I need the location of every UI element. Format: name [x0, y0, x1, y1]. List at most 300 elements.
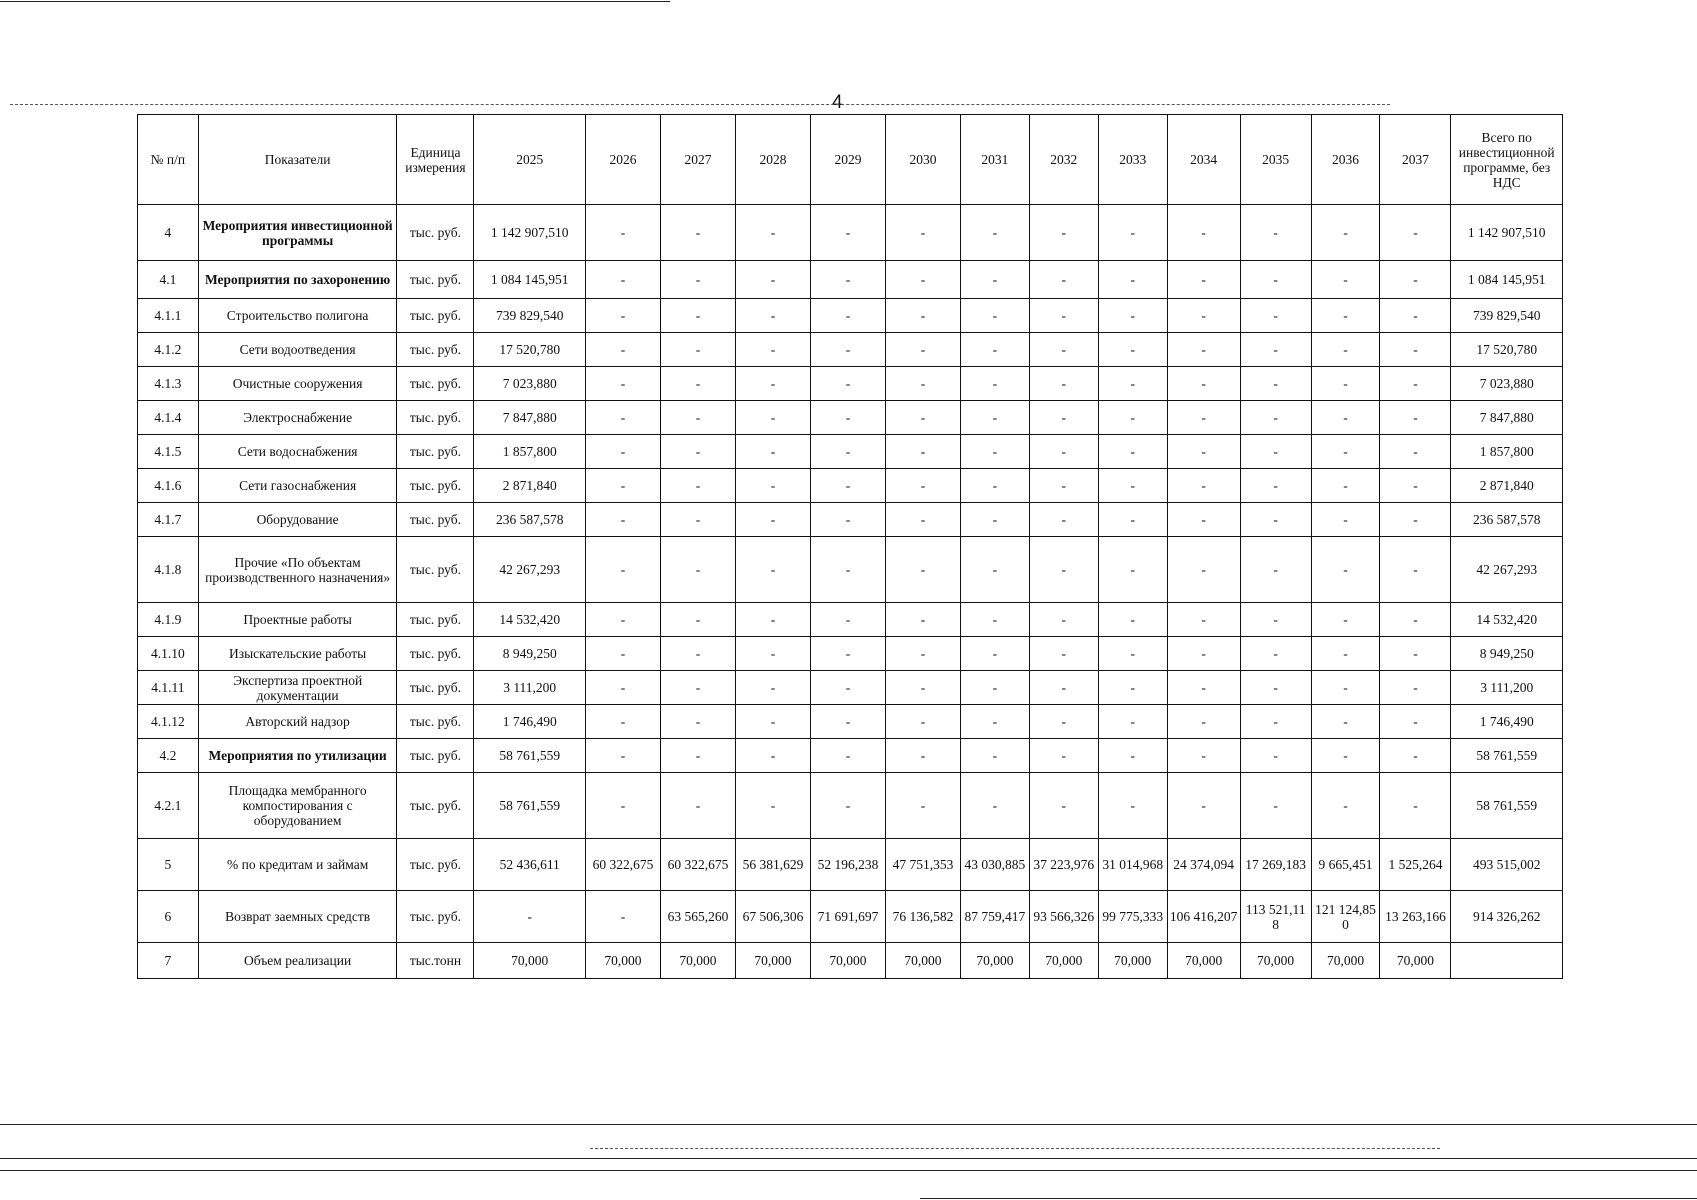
- year-value: -: [810, 503, 885, 537]
- year-value: -: [1380, 299, 1451, 333]
- row-number: 4.1.2: [138, 333, 199, 367]
- year-value: -: [1167, 333, 1240, 367]
- row-unit: тыс. руб.: [397, 435, 474, 469]
- year-value: -: [585, 469, 660, 503]
- year-value: -: [810, 299, 885, 333]
- header-num: № п/п: [138, 115, 199, 205]
- year-value: 67 506,306: [735, 891, 810, 943]
- year-value: -: [1098, 401, 1167, 435]
- header-year: 2037: [1380, 115, 1451, 205]
- year-value: -: [960, 299, 1029, 333]
- year-value: -: [660, 773, 735, 839]
- row-number: 4: [138, 205, 199, 261]
- year-value: -: [660, 739, 735, 773]
- row-total: 7 847,880: [1451, 401, 1563, 435]
- row-number: 4.1.11: [138, 671, 199, 705]
- row-number: 4.1.4: [138, 401, 199, 435]
- year-value: 76 136,582: [885, 891, 960, 943]
- year-value: -: [1029, 435, 1098, 469]
- row-name: Мероприятия по захоронению: [198, 261, 397, 299]
- year-value: -: [1240, 671, 1311, 705]
- year-value: -: [1098, 367, 1167, 401]
- year-value: 70,000: [1311, 943, 1380, 979]
- table-row: [138, 943, 1563, 979]
- row-unit: тыс. руб.: [397, 401, 474, 435]
- row-unit: тыс. руб.: [397, 603, 474, 637]
- year-value: -: [960, 705, 1029, 739]
- year-value: -: [735, 333, 810, 367]
- table-row: [138, 503, 1563, 537]
- year-value: -: [1311, 435, 1380, 469]
- year-value: -: [810, 333, 885, 367]
- top-dashed-rule: [10, 104, 1390, 105]
- year-value: -: [1240, 401, 1311, 435]
- year-value: -: [1240, 435, 1311, 469]
- year-value: -: [1029, 739, 1098, 773]
- year-value: -: [735, 637, 810, 671]
- header-year: 2032: [1029, 115, 1098, 205]
- year-value: -: [1380, 671, 1451, 705]
- year-value: 70,000: [885, 943, 960, 979]
- year-value: -: [1240, 367, 1311, 401]
- year-value: 37 223,976: [1029, 839, 1098, 891]
- row-number: 4.1.1: [138, 299, 199, 333]
- table-row: [138, 603, 1563, 637]
- year-value: -: [1167, 469, 1240, 503]
- year-value: -: [1167, 537, 1240, 603]
- year-value: -: [1098, 435, 1167, 469]
- year-value: 236 587,578: [474, 503, 585, 537]
- year-value: 58 761,559: [474, 739, 585, 773]
- year-value: -: [585, 603, 660, 637]
- year-value: -: [1380, 469, 1451, 503]
- row-unit: тыс. руб.: [397, 839, 474, 891]
- year-value: -: [1380, 773, 1451, 839]
- year-value: -: [1311, 537, 1380, 603]
- year-value: -: [885, 705, 960, 739]
- year-value: -: [885, 503, 960, 537]
- year-value: -: [1098, 671, 1167, 705]
- year-value: -: [1311, 333, 1380, 367]
- row-name: Прочие «По объектам производственного назначения»: [198, 537, 397, 603]
- table-row: [138, 367, 1563, 401]
- row-name: Экспертиза проектной документации: [198, 671, 397, 705]
- row-number: 4.1.5: [138, 435, 199, 469]
- row-number: 4.1: [138, 261, 199, 299]
- year-value: -: [1098, 299, 1167, 333]
- year-value: -: [1240, 739, 1311, 773]
- year-value: -: [660, 637, 735, 671]
- year-value: -: [1380, 333, 1451, 367]
- year-value: -: [1167, 435, 1240, 469]
- year-value: 42 267,293: [474, 537, 585, 603]
- year-value: -: [810, 637, 885, 671]
- year-value: -: [1029, 603, 1098, 637]
- year-value: -: [1311, 773, 1380, 839]
- year-value: -: [885, 367, 960, 401]
- row-unit: тыс. руб.: [397, 739, 474, 773]
- row-unit: тыс. руб.: [397, 299, 474, 333]
- header-year: 2034: [1167, 115, 1240, 205]
- year-value: -: [1240, 705, 1311, 739]
- row-name: Мероприятия по утилизации: [198, 739, 397, 773]
- year-value: -: [585, 205, 660, 261]
- year-value: -: [1029, 367, 1098, 401]
- year-value: -: [1240, 469, 1311, 503]
- year-value: 14 532,420: [474, 603, 585, 637]
- year-value: -: [1029, 637, 1098, 671]
- row-number: 5: [138, 839, 199, 891]
- year-value: -: [1311, 603, 1380, 637]
- year-value: -: [1240, 261, 1311, 299]
- row-number: 4.1.10: [138, 637, 199, 671]
- year-value: -: [885, 469, 960, 503]
- year-value: 52 196,238: [810, 839, 885, 891]
- year-value: -: [474, 891, 585, 943]
- row-total: 2 871,840: [1451, 469, 1563, 503]
- year-value: -: [660, 205, 735, 261]
- year-value: -: [1380, 205, 1451, 261]
- year-value: -: [1240, 773, 1311, 839]
- year-value: -: [1311, 671, 1380, 705]
- year-value: -: [1098, 739, 1167, 773]
- year-value: -: [735, 435, 810, 469]
- year-value: -: [885, 603, 960, 637]
- year-value: -: [1098, 603, 1167, 637]
- year-value: 70,000: [1380, 943, 1451, 979]
- row-unit: тыс. руб.: [397, 637, 474, 671]
- year-value: -: [660, 503, 735, 537]
- year-value: 1 084 145,951: [474, 261, 585, 299]
- top-edge-rule: [0, 1, 670, 2]
- row-number: 4.1.12: [138, 705, 199, 739]
- header-year: 2033: [1098, 115, 1167, 205]
- row-total: 1 084 145,951: [1451, 261, 1563, 299]
- year-value: -: [1311, 205, 1380, 261]
- table-row: [138, 299, 1563, 333]
- table-row: [138, 891, 1563, 943]
- row-name: Авторский надзор: [198, 705, 397, 739]
- row-total: 914 326,262: [1451, 891, 1563, 943]
- year-value: -: [1240, 299, 1311, 333]
- year-value: 87 759,417: [960, 891, 1029, 943]
- year-value: 52 436,611: [474, 839, 585, 891]
- year-value: -: [660, 435, 735, 469]
- row-total: 17 520,780: [1451, 333, 1563, 367]
- year-value: -: [960, 503, 1029, 537]
- bottom-rule-3: [0, 1170, 1697, 1171]
- row-name: Очистные сооружения: [198, 367, 397, 401]
- year-value: -: [1029, 401, 1098, 435]
- year-value: -: [1098, 503, 1167, 537]
- page-number: 4: [832, 92, 843, 113]
- year-value: -: [1311, 637, 1380, 671]
- year-value: -: [1098, 261, 1167, 299]
- year-value: -: [1311, 367, 1380, 401]
- table-header-row: [138, 115, 1563, 205]
- year-value: -: [585, 401, 660, 435]
- year-value: -: [1098, 205, 1167, 261]
- year-value: 60 322,675: [660, 839, 735, 891]
- year-value: -: [810, 671, 885, 705]
- row-total: 1 746,490: [1451, 705, 1563, 739]
- year-value: -: [735, 671, 810, 705]
- row-name: Сети газоснабжения: [198, 469, 397, 503]
- year-value: -: [735, 261, 810, 299]
- year-value: -: [1167, 671, 1240, 705]
- row-total: 739 829,540: [1451, 299, 1563, 333]
- year-value: 93 566,326: [1029, 891, 1098, 943]
- year-value: -: [810, 603, 885, 637]
- header-year: 2027: [660, 115, 735, 205]
- year-value: -: [735, 705, 810, 739]
- year-value: -: [1311, 469, 1380, 503]
- year-value: 70,000: [1167, 943, 1240, 979]
- row-name: Объем реализации: [198, 943, 397, 979]
- year-value: -: [735, 401, 810, 435]
- table-row: [138, 537, 1563, 603]
- year-value: -: [585, 333, 660, 367]
- year-value: -: [810, 205, 885, 261]
- header-year: 2035: [1240, 115, 1311, 205]
- year-value: -: [960, 205, 1029, 261]
- year-value: -: [735, 299, 810, 333]
- year-value: -: [960, 537, 1029, 603]
- year-value: -: [1380, 537, 1451, 603]
- header-total: Всего по инвестиционной программе, без НДС: [1451, 115, 1563, 205]
- year-value: -: [1029, 503, 1098, 537]
- year-value: -: [1240, 205, 1311, 261]
- year-value: -: [960, 435, 1029, 469]
- year-value: 31 014,968: [1098, 839, 1167, 891]
- year-value: 70,000: [960, 943, 1029, 979]
- year-value: -: [810, 773, 885, 839]
- year-value: 1 142 907,510: [474, 205, 585, 261]
- year-value: -: [960, 671, 1029, 705]
- year-value: -: [1029, 261, 1098, 299]
- header-year: 2028: [735, 115, 810, 205]
- table-row: [138, 739, 1563, 773]
- year-value: 70,000: [735, 943, 810, 979]
- year-value: -: [1380, 435, 1451, 469]
- header-year: 2036: [1311, 115, 1380, 205]
- row-number: 4.1.7: [138, 503, 199, 537]
- year-value: -: [1311, 705, 1380, 739]
- year-value: -: [585, 891, 660, 943]
- row-total: 1 857,800: [1451, 435, 1563, 469]
- year-value: 1 857,800: [474, 435, 585, 469]
- year-value: -: [960, 637, 1029, 671]
- year-value: -: [660, 603, 735, 637]
- row-unit: тыс. руб.: [397, 261, 474, 299]
- year-value: -: [1167, 705, 1240, 739]
- year-value: -: [1240, 503, 1311, 537]
- year-value: -: [1380, 739, 1451, 773]
- year-value: -: [885, 299, 960, 333]
- year-value: -: [735, 739, 810, 773]
- year-value: -: [660, 261, 735, 299]
- year-value: -: [660, 333, 735, 367]
- year-value: -: [885, 739, 960, 773]
- year-value: -: [1029, 773, 1098, 839]
- year-value: -: [1167, 367, 1240, 401]
- row-unit: тыс. руб.: [397, 205, 474, 261]
- year-value: -: [1240, 603, 1311, 637]
- year-value: -: [1380, 401, 1451, 435]
- year-value: -: [1311, 299, 1380, 333]
- year-value: 58 761,559: [474, 773, 585, 839]
- year-value: -: [885, 671, 960, 705]
- year-value: -: [810, 705, 885, 739]
- row-unit: тыс. руб.: [397, 671, 474, 705]
- row-name: Изыскательские работы: [198, 637, 397, 671]
- row-total: 42 267,293: [1451, 537, 1563, 603]
- year-value: -: [1098, 537, 1167, 603]
- year-value: 56 381,629: [735, 839, 810, 891]
- year-value: 3 111,200: [474, 671, 585, 705]
- year-value: -: [735, 537, 810, 603]
- year-value: 70,000: [660, 943, 735, 979]
- year-value: -: [885, 537, 960, 603]
- year-value: 70,000: [810, 943, 885, 979]
- row-total: 7 023,880: [1451, 367, 1563, 401]
- year-value: -: [1380, 367, 1451, 401]
- row-total: 493 515,002: [1451, 839, 1563, 891]
- year-value: -: [585, 261, 660, 299]
- year-value: -: [960, 401, 1029, 435]
- year-value: -: [1311, 503, 1380, 537]
- table-row: [138, 401, 1563, 435]
- year-value: 71 691,697: [810, 891, 885, 943]
- row-total: 8 949,250: [1451, 637, 1563, 671]
- table-body: [138, 205, 1563, 979]
- year-value: 7 023,880: [474, 367, 585, 401]
- year-value: 70,000: [585, 943, 660, 979]
- year-value: -: [660, 705, 735, 739]
- row-unit: тыс.тонн: [397, 943, 474, 979]
- year-value: -: [960, 469, 1029, 503]
- row-number: 4.1.8: [138, 537, 199, 603]
- year-value: -: [1240, 537, 1311, 603]
- year-value: -: [960, 261, 1029, 299]
- row-total: 58 761,559: [1451, 739, 1563, 773]
- row-number: 7: [138, 943, 199, 979]
- year-value: 70,000: [1098, 943, 1167, 979]
- year-value: -: [1098, 469, 1167, 503]
- year-value: -: [1098, 333, 1167, 367]
- year-value: -: [585, 537, 660, 603]
- year-value: 70,000: [474, 943, 585, 979]
- year-value: 60 322,675: [585, 839, 660, 891]
- year-value: -: [810, 401, 885, 435]
- year-value: -: [1380, 261, 1451, 299]
- year-value: 70,000: [1240, 943, 1311, 979]
- header-unit: Единица измерения: [397, 115, 474, 205]
- year-value: -: [1311, 261, 1380, 299]
- year-value: -: [1029, 333, 1098, 367]
- bottom-rule-1: [0, 1124, 1697, 1125]
- row-unit: тыс. руб.: [397, 503, 474, 537]
- header-year: 2029: [810, 115, 885, 205]
- year-value: -: [585, 705, 660, 739]
- table-row: [138, 705, 1563, 739]
- table-row: [138, 261, 1563, 299]
- row-name: Возврат заемных средств: [198, 891, 397, 943]
- row-name: Сети водоотведения: [198, 333, 397, 367]
- investment-program-table: [137, 114, 1563, 979]
- year-value: -: [585, 739, 660, 773]
- year-value: -: [960, 603, 1029, 637]
- table-row: [138, 435, 1563, 469]
- year-value: -: [960, 333, 1029, 367]
- table-row: [138, 671, 1563, 705]
- year-value: 99 775,333: [1098, 891, 1167, 943]
- year-value: 106 416,207: [1167, 891, 1240, 943]
- year-value: 8 949,250: [474, 637, 585, 671]
- year-value: -: [885, 773, 960, 839]
- row-number: 4.1.6: [138, 469, 199, 503]
- row-total: 14 532,420: [1451, 603, 1563, 637]
- row-name: Оборудование: [198, 503, 397, 537]
- year-value: -: [585, 773, 660, 839]
- year-value: 1 746,490: [474, 705, 585, 739]
- year-value: 43 030,885: [960, 839, 1029, 891]
- year-value: -: [960, 773, 1029, 839]
- year-value: -: [660, 401, 735, 435]
- year-value: -: [1240, 333, 1311, 367]
- header-year: 2030: [885, 115, 960, 205]
- row-number: 6: [138, 891, 199, 943]
- year-value: -: [810, 469, 885, 503]
- year-value: -: [1029, 205, 1098, 261]
- year-value: -: [735, 603, 810, 637]
- year-value: -: [1098, 637, 1167, 671]
- header-year: 2031: [960, 115, 1029, 205]
- year-value: -: [885, 637, 960, 671]
- year-value: -: [660, 299, 735, 333]
- year-value: 63 565,260: [660, 891, 735, 943]
- year-value: 121 124,850: [1311, 891, 1380, 943]
- row-name: Проектные работы: [198, 603, 397, 637]
- year-value: -: [1167, 401, 1240, 435]
- year-value: -: [1098, 773, 1167, 839]
- year-value: -: [1380, 503, 1451, 537]
- year-value: -: [1167, 503, 1240, 537]
- year-value: 1 525,264: [1380, 839, 1451, 891]
- year-value: -: [660, 537, 735, 603]
- year-value: -: [735, 205, 810, 261]
- year-value: -: [810, 739, 885, 773]
- bottom-rule-4: [920, 1198, 1697, 1199]
- year-value: 13 263,166: [1380, 891, 1451, 943]
- year-value: -: [1311, 739, 1380, 773]
- year-value: -: [585, 367, 660, 401]
- row-unit: тыс. руб.: [397, 367, 474, 401]
- row-total: 3 111,200: [1451, 671, 1563, 705]
- year-value: -: [1029, 671, 1098, 705]
- year-value: -: [660, 671, 735, 705]
- year-value: -: [1167, 637, 1240, 671]
- year-value: 17 269,183: [1240, 839, 1311, 891]
- year-value: -: [1167, 603, 1240, 637]
- row-name: Площадка мембранного компостирования с оборудованием: [198, 773, 397, 839]
- year-value: 70,000: [1029, 943, 1098, 979]
- table-row: [138, 333, 1563, 367]
- year-value: -: [1380, 603, 1451, 637]
- year-value: -: [1167, 261, 1240, 299]
- row-unit: тыс. руб.: [397, 469, 474, 503]
- table-row: [138, 839, 1563, 891]
